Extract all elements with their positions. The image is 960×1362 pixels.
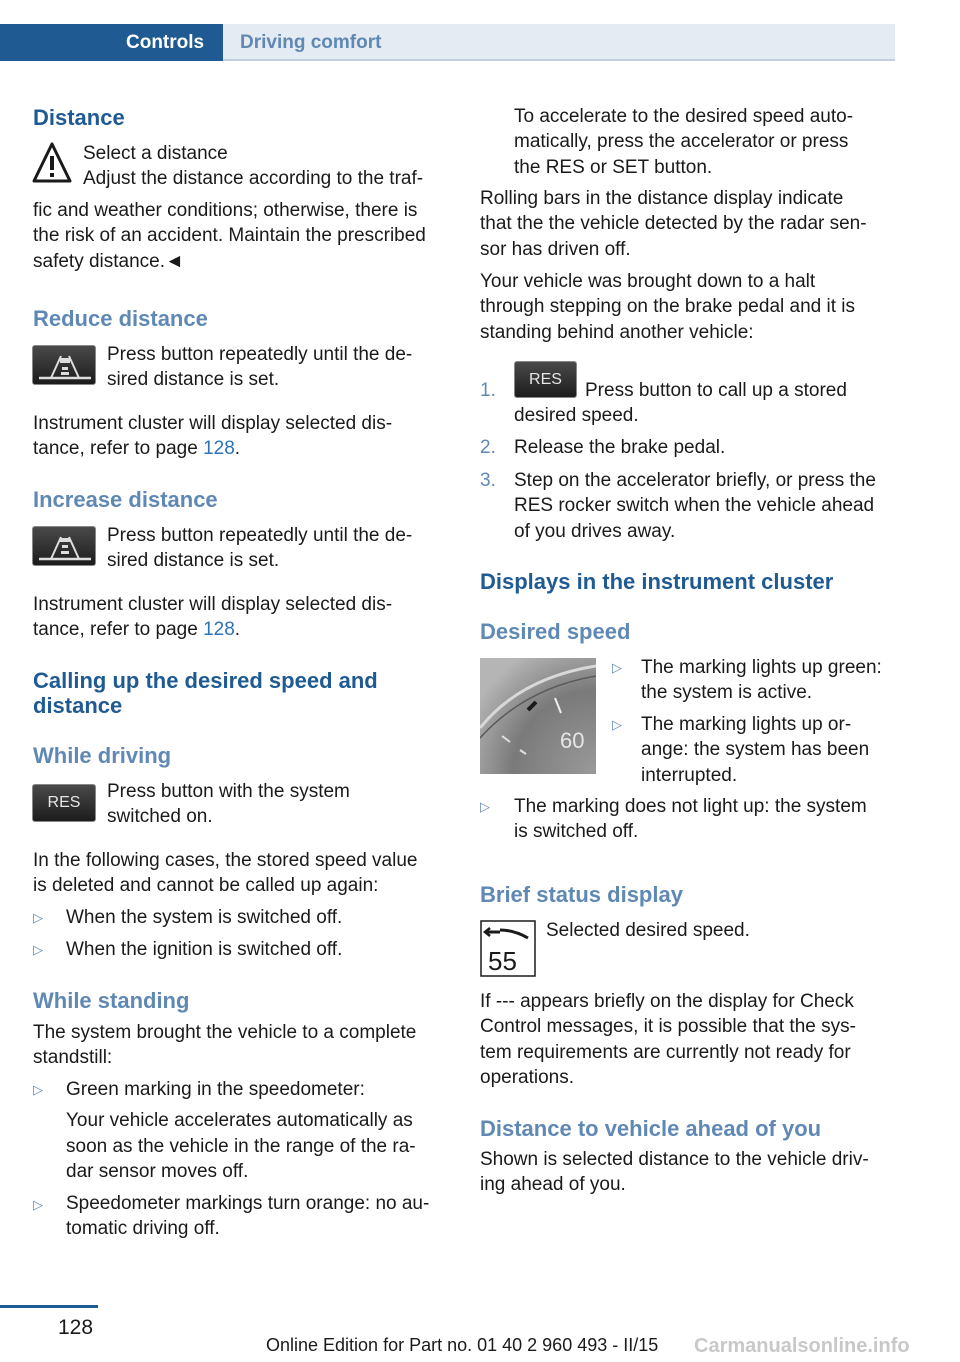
rolling-line-2: that the the vehicle detected by the radar sen- [480, 213, 867, 235]
bullet-triangle-icon: ▷ [33, 910, 43, 925]
if-line-4: operations. [480, 1066, 575, 1088]
distance-ahead-heading: Distance to vehicle ahead of you [480, 1116, 822, 1141]
step-1-line-2: desired speed. [514, 405, 639, 426]
reduce-line-1: Press button repeatedly until the de- [107, 344, 413, 365]
accel-line-2: matically, press the accelerator or press [514, 131, 849, 153]
brief-status-text: Selected desired speed. [546, 920, 750, 941]
footer-rule [0, 1305, 98, 1308]
bullet2-line-2: tomatic driving off. [66, 1218, 220, 1240]
increase-info-line-1: Instrument cluster will display selected dis- [33, 594, 393, 615]
reduce-distance-heading: Reduce distance [33, 306, 208, 331]
distance-heading: Distance [33, 105, 125, 130]
calling-up-heading-line-1: Calling up the desired speed and [33, 668, 378, 693]
bullet1-line-1: Green marking in the speedometer: [66, 1079, 365, 1100]
halt-line-1: Your vehicle was brought down to a halt [480, 271, 816, 292]
increase-distance-button-image [32, 526, 96, 566]
res-button-image [32, 784, 96, 822]
bullet2-line-1: Speedometer markings turn orange: no au- [66, 1193, 430, 1214]
step-3-text [514, 468, 876, 544]
speedometer-image [480, 658, 596, 774]
standing-text [33, 1020, 416, 1071]
page-number: 128 [58, 1316, 94, 1339]
warning-text-bottom [33, 198, 453, 274]
reduce-page-link[interactable]: 128 [203, 438, 235, 460]
step-3-line-2: RES rocker switch when the vehicle ahead [514, 495, 875, 517]
marking-2 [641, 712, 869, 788]
desired-speed-heading: Desired speed [480, 619, 631, 644]
ahead-line-2: ing ahead of you. [480, 1174, 626, 1196]
reduce-info: Instrument cluster will display selected dis- tance, refer to page 128. [33, 413, 393, 460]
watermark: Carmanualsonline.info [694, 1335, 910, 1357]
if-appears-text [480, 989, 856, 1090]
warning-line-5: safety distance.◄ [33, 250, 184, 272]
case-2: When the ignition is switched off. [66, 939, 343, 960]
cases-line-2: is deleted and cannot be called up again: [33, 875, 379, 897]
standing-line-1: The system brought the vehicle to a complete [33, 1022, 417, 1043]
displays-heading: Displays in the instrument cluster [480, 569, 834, 594]
standing-bullet-1 [66, 1077, 416, 1184]
reduce-info-line-1: Instrument cluster will display selected dis- [33, 413, 393, 434]
tab-driving-comfort[interactable] [223, 24, 895, 61]
warning-line-3: fic and weather conditions; otherwise, there is [33, 200, 418, 221]
step-1-line-1: Press button to call up a stored [585, 380, 847, 401]
if-line-3: tem requirements are currently not ready for [480, 1041, 851, 1063]
driving-line-1: Press button with the system [107, 781, 350, 802]
distance-decrease-icon [33, 346, 97, 386]
calling-up-heading-line-2: distance [33, 693, 123, 718]
while-driving-heading: While driving [33, 743, 172, 768]
increase-distance-text [107, 523, 412, 574]
mark2-line-2: ange: the system has been [641, 739, 870, 761]
marking-3 [514, 794, 867, 845]
warning-line-2: Adjust the distance according to the traf- [83, 168, 424, 190]
marking-1 [641, 655, 882, 706]
step-2-number: 2. [480, 437, 496, 458]
reduce-distance-text [107, 342, 412, 393]
tab-controls[interactable] [0, 24, 223, 61]
bullet-triangle-icon: ▷ [33, 1082, 43, 1097]
step-1-res-label: RES [529, 370, 562, 388]
halt-line-3: standing behind another vehicle: [480, 321, 754, 343]
res-button-label: RES [47, 794, 81, 811]
reduce-line-2: sired distance is set. [107, 369, 280, 391]
distance-increase-icon [33, 527, 97, 567]
increase-info: Instrument cluster will display selected dis- tance, refer to page 128. [33, 594, 393, 641]
bullet-triangle-icon: ▷ [480, 799, 490, 814]
case-1: When the system is switched off. [66, 907, 343, 928]
step-3-number: 3. [480, 470, 496, 491]
while-standing-heading: While standing [33, 988, 190, 1013]
mark3-line-2: is switched off. [514, 821, 639, 843]
mark1-line-1: The marking lights up green: [641, 657, 882, 678]
step-1-res-button-image [514, 361, 577, 398]
tab-driving-comfort-label: Driving comfort [240, 32, 382, 53]
standing-line-2: standstill: [33, 1047, 113, 1069]
speed-55-icon [480, 920, 536, 977]
accelerate-text [514, 104, 853, 180]
step-3-line-3: of you drives away. [514, 520, 676, 542]
driving-line-2: switched on. [107, 806, 213, 828]
standing-bullet-2 [66, 1191, 429, 1242]
mark2-line-3: interrupted. [641, 764, 738, 786]
bullet1-line-3: soon as the vehicle in the range of the ra- [66, 1135, 416, 1157]
warning-line-4: the risk of an accident. Maintain the prescribed [33, 225, 426, 247]
if-line-1: If --- appears briefly on the display for Check [480, 991, 854, 1012]
increase-line-1: Press button repeatedly until the de- [107, 525, 413, 546]
mark3-line-1: The marking does not light up: the system [514, 796, 867, 817]
mark1-line-2: the system is active. [641, 682, 813, 704]
mark2-line-1: The marking lights up or- [641, 714, 852, 735]
rolling-line-3: sor has driven off. [480, 238, 631, 260]
bullet1-line-4: dar sensor moves off. [66, 1160, 249, 1182]
edition-text: Online Edition for Part no. 01 40 2 960 493 - II/15 [266, 1335, 659, 1355]
halt-text [480, 269, 855, 345]
rolling-text [480, 186, 867, 262]
accel-line-3: the RES or SET button. [514, 156, 713, 178]
halt-line-2: through stepping on the brake pedal and it is [480, 296, 855, 318]
increase-page-link[interactable]: 128 [203, 619, 235, 641]
warning-icon [32, 141, 72, 185]
ahead-line-1: Shown is selected distance to the vehicle driv- [480, 1149, 869, 1170]
while-driving-text [107, 779, 350, 830]
step-3-line-1: Step on the accelerator briefly, or press the [514, 470, 876, 491]
bullet-triangle-icon: ▷ [612, 660, 622, 675]
step-1-number: 1. [480, 380, 496, 401]
bullet-triangle-icon: ▷ [33, 1197, 43, 1212]
accel-line-1: To accelerate to the desired speed auto- [514, 106, 854, 127]
distance-ahead-text [480, 1147, 869, 1198]
step-2-text: Release the brake pedal. [514, 437, 726, 458]
brief-status-heading: Brief status display [480, 882, 683, 907]
speed-55-number: 55 [488, 946, 517, 976]
bullet-triangle-icon: ▷ [33, 942, 43, 957]
warning-text-top [83, 141, 423, 192]
rolling-line-1: Rolling bars in the distance display indicate [480, 188, 844, 209]
reduce-info-line-2: tance, refer to page [33, 438, 204, 460]
increase-line-2: sired distance is set. [107, 550, 280, 572]
warning-line-1: Select a distance [83, 143, 228, 164]
speedometer-number: 60 [560, 728, 585, 753]
reduce-distance-button-image [32, 345, 96, 385]
bullet1-line-2: Your vehicle accelerates automatically as [66, 1110, 413, 1132]
bullet-triangle-icon: ▷ [612, 717, 622, 732]
cases-text [33, 848, 417, 899]
increase-distance-heading: Increase distance [33, 487, 218, 512]
calling-up-heading [33, 668, 378, 718]
tab-controls-label: Controls [126, 32, 205, 53]
if-line-2: Control messages, it is possible that the sys- [480, 1016, 856, 1038]
increase-info-line-2: tance, refer to page [33, 619, 204, 641]
cases-line-1: In the following cases, the stored speed value [33, 850, 418, 871]
